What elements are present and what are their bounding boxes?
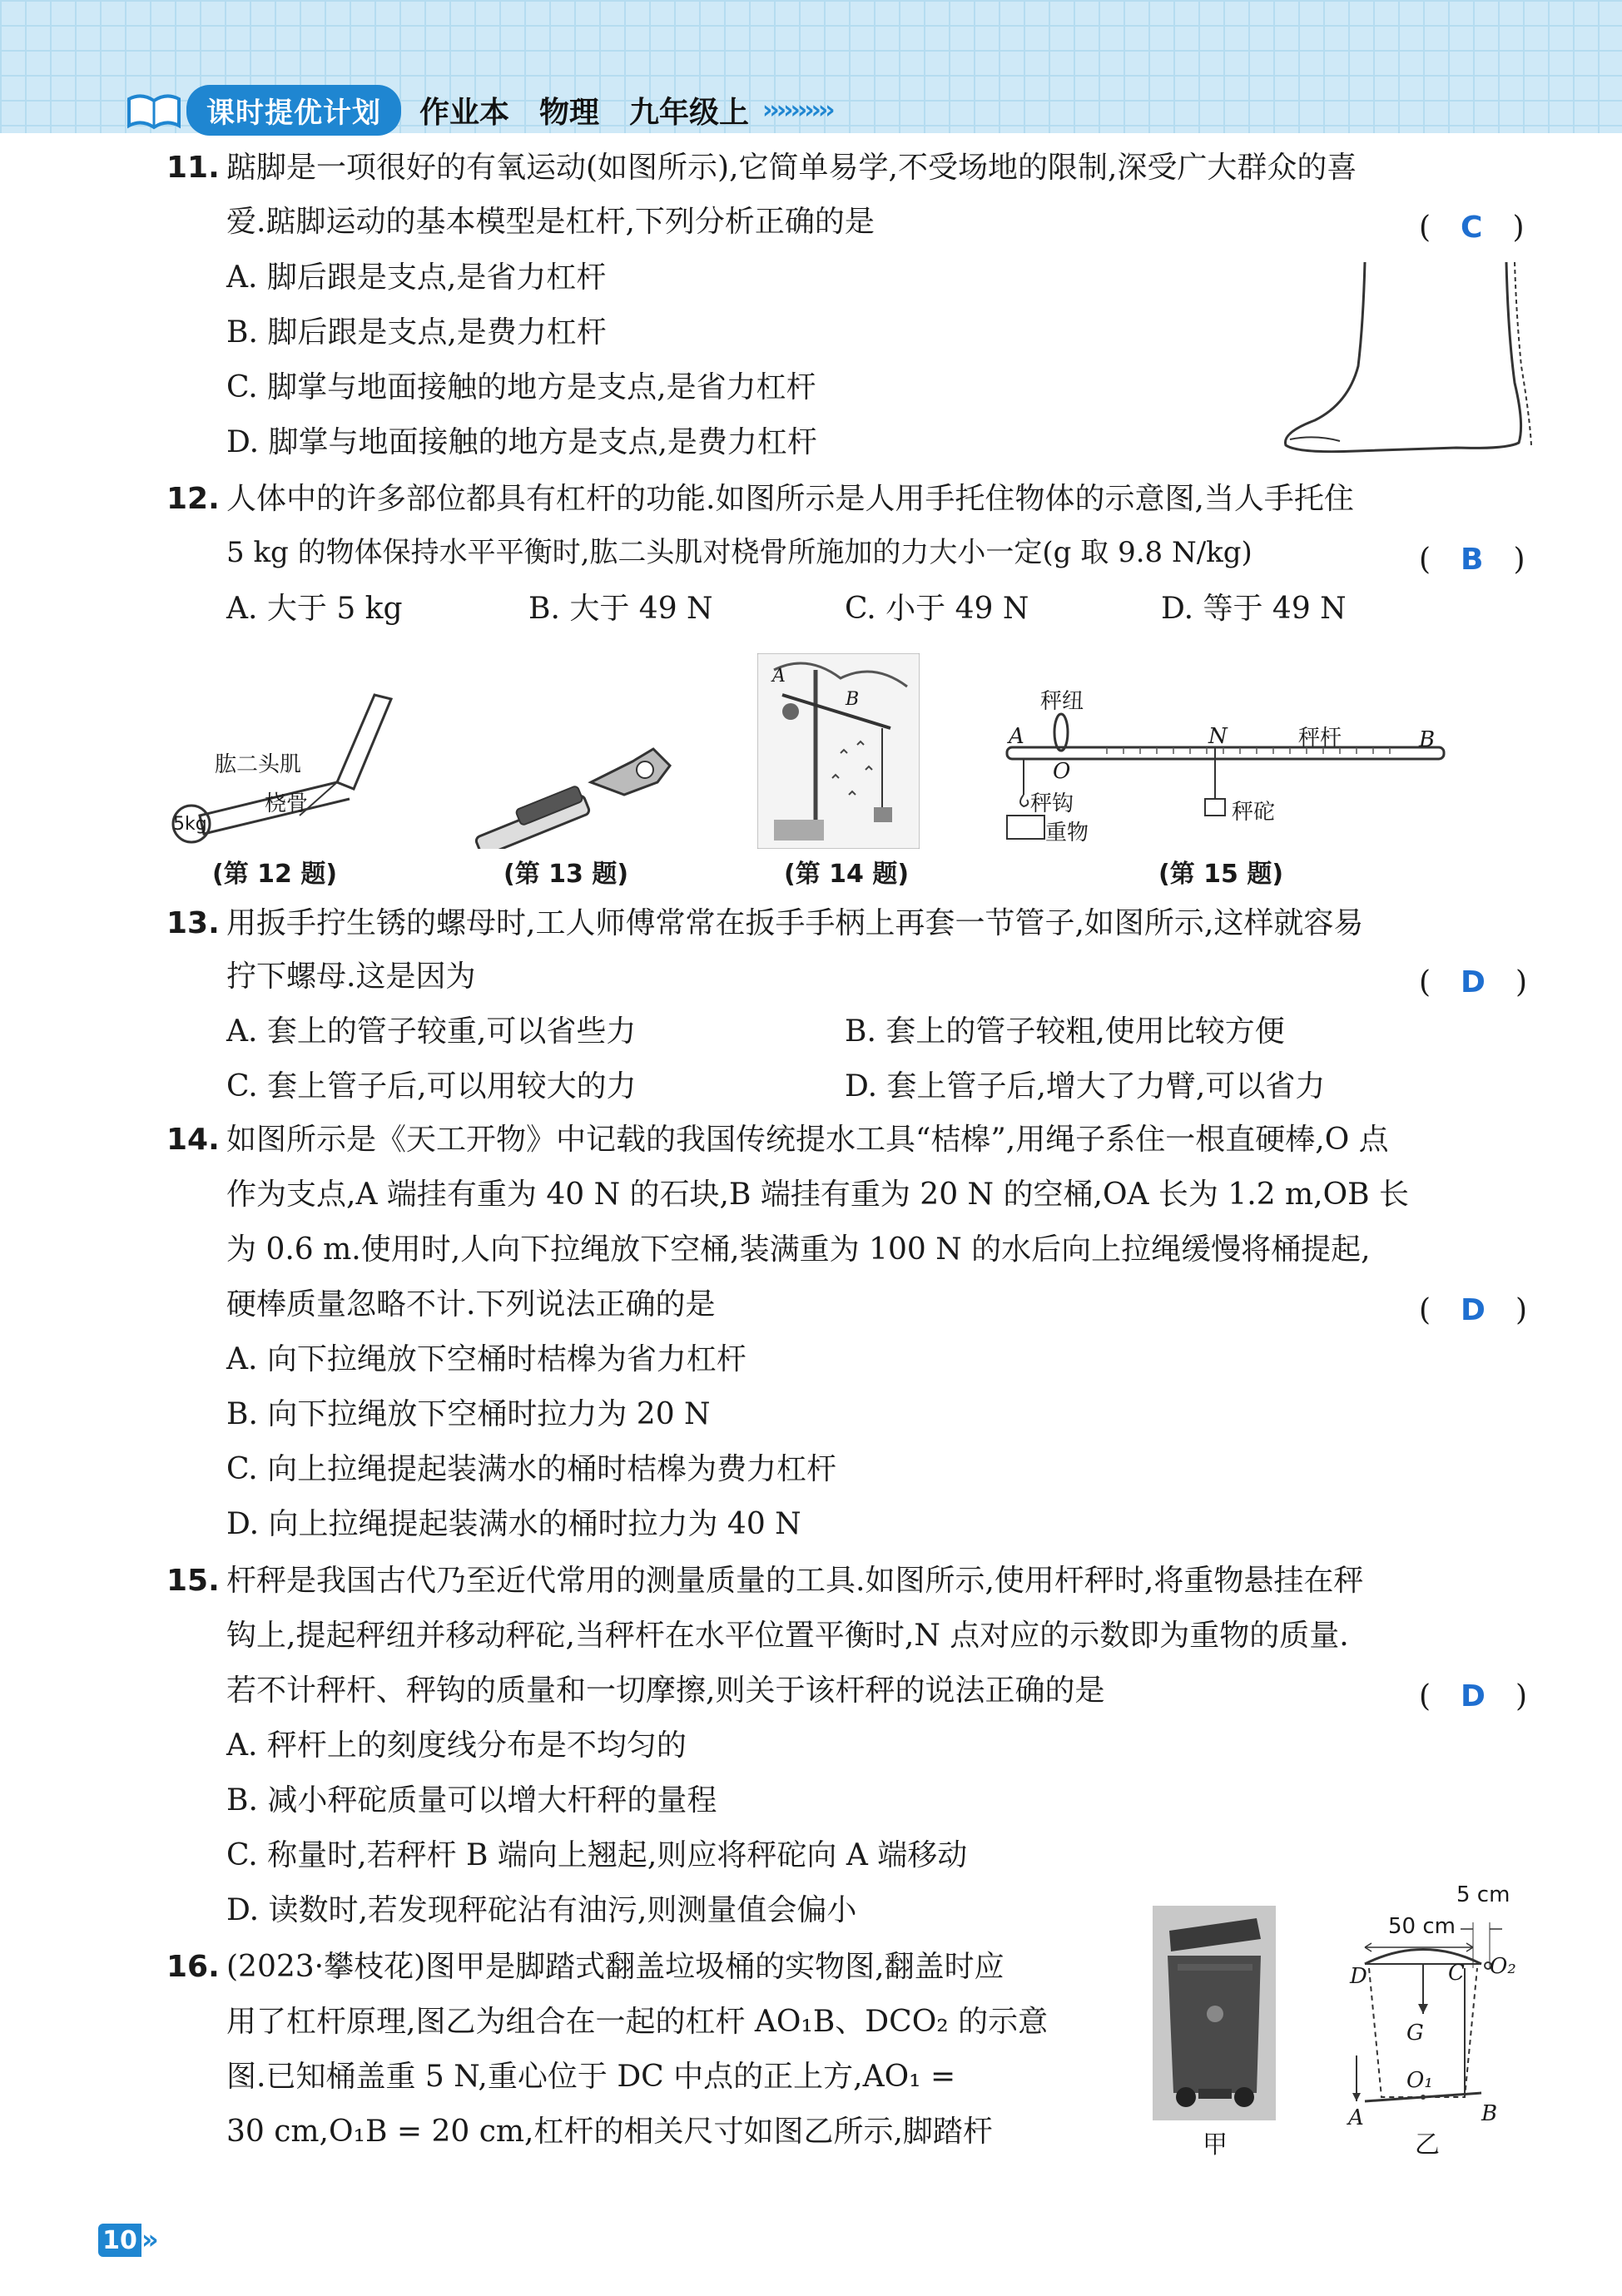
- q13-option-a: A. 套上的管子较重,可以省些力: [226, 1014, 637, 1049]
- fig16-label-50cm: 50 cm: [1388, 1914, 1456, 1939]
- q12-line1: 人体中的许多部位都具有杠杆的功能.如图所示是人用手托住物体的示意图,当人手托住: [226, 482, 1354, 516]
- q16-line1: (2023·攀枝花)图甲是脚踏式翻盖垃圾桶的实物图,翻盖时应: [226, 1950, 1004, 1984]
- q13-answer: D: [1461, 965, 1486, 999]
- q14-option-b: B. 向下拉绳放下空桶时拉力为 20 N: [226, 1397, 711, 1431]
- q14-answer-box: ( D ): [1419, 1293, 1527, 1327]
- fig15-label-b: B: [1419, 727, 1436, 752]
- fig15-hook-label: 秤钩: [1030, 791, 1074, 816]
- q15-answer-box: ( D ): [1419, 1679, 1527, 1713]
- q15-option-c: C. 称量时,若秤杆 B 端向上翘起,则应将秤砣向 A 端移动: [226, 1838, 968, 1872]
- header-subtitle: 作业本 物理 九年级上: [419, 95, 750, 130]
- q11-answer-box: ( C ): [1419, 211, 1525, 245]
- fig16-label-d: D: [1350, 1964, 1367, 1989]
- q12-option-c: C. 小于 49 N: [845, 592, 1029, 626]
- fig12-caption: (第 12 题): [212, 860, 338, 889]
- q13-line2: 拧下螺母.这是因为: [226, 960, 476, 994]
- fig15-rod-label: 秤杆: [1298, 726, 1342, 751]
- trash-bin-icon: [1153, 1906, 1276, 2120]
- q12-option-a: A. 大于 5 kg: [226, 592, 403, 626]
- q12-answer: B: [1461, 543, 1484, 577]
- fig16-yi-caption: 乙: [1415, 2130, 1440, 2160]
- q15-number: 15.: [166, 1564, 220, 1598]
- page-arrow: »: [141, 2224, 154, 2255]
- q15-line1: 杆秤是我国古代乃至近代常用的测量质量的工具.如图所示,使用杆秤时,将重物悬挂在秤: [226, 1564, 1364, 1598]
- q11-option-b: B. 脚后跟是支点,是费力杠杆: [226, 315, 607, 350]
- q11-line2: 爱.踮脚运动的基本模型是杠杆,下列分析正确的是: [226, 205, 875, 239]
- q14-number: 14.: [166, 1123, 220, 1157]
- q16-line3: 图.已知桶盖重 5 N,重心位于 DC 中点的正上方,AO₁ =: [226, 2060, 956, 2094]
- q13-option-c: C. 套上管子后,可以用较大的力: [226, 1069, 637, 1103]
- fig15-weight-label: 重物: [1045, 821, 1089, 846]
- fig16-label-a: A: [1348, 2105, 1364, 2130]
- q13-line1: 用扳手拧生锈的螺母时,工人师傅常常在扳手手柄上再套一节管子,如图所示,这样就容易: [226, 906, 1364, 940]
- fig12-muscle-label: 肱二头肌: [215, 752, 302, 777]
- q11-line1: 踮脚是一项很好的有氧运动(如图所示),它简单易学,不受场地的限制,深受广大群众的喜: [226, 151, 1357, 185]
- fig15-sliding-label: 秤砣: [1232, 800, 1276, 825]
- q13-number: 13.: [166, 906, 220, 940]
- q12-option-b: B. 大于 49 N: [528, 592, 713, 626]
- fig12-weight-label: 5kg: [173, 814, 207, 835]
- q11-option-c: C. 脚掌与地面接触的地方是支点,是省力杠杆: [226, 370, 816, 404]
- q16-number: 16.: [166, 1950, 220, 1984]
- q11-answer: C: [1461, 211, 1483, 245]
- fig14-label-b: B: [846, 689, 860, 710]
- q16-line2: 用了杠杆原理,图乙为组合在一起的杠杆 AO₁B、DCO₂ 的示意: [226, 2005, 1049, 2039]
- q14-line2: 作为支点,A 端挂有重为 40 N 的石块,B 端挂有重为 20 N 的空桶,OA 长为 1.2 m,OB 长: [226, 1178, 1410, 1212]
- q12-option-d: D. 等于 49 N: [1161, 592, 1347, 626]
- fig14-label-a: A: [772, 666, 786, 687]
- q13-answer-box: ( D ): [1419, 965, 1527, 999]
- fig15-caption: (第 15 题): [1158, 860, 1284, 889]
- fig16-label-o2: O₂: [1490, 1954, 1516, 1979]
- fig15-label-a: A: [1009, 724, 1024, 749]
- foot-figure: [1265, 258, 1540, 458]
- trash-bin-photo: [1153, 1906, 1276, 2120]
- page-number: 10: [98, 2224, 141, 2257]
- q12-line2: 5 kg 的物体保持水平平衡时,肱二头肌对桡骨所施加的力大小一定(g 取 9.8 N/kg): [226, 536, 1252, 569]
- q15-option-a: A. 秤杆上的刻度线分布是不均匀的: [226, 1728, 687, 1763]
- open-book-icon: [125, 89, 183, 131]
- q11-option-d: D. 脚掌与地面接触的地方是支点,是费力杠杆: [226, 425, 817, 459]
- fig15-label-n: N: [1208, 724, 1228, 749]
- page-header: [0, 0, 1622, 133]
- wrench-figure: [466, 732, 682, 849]
- q11-option-a: A. 脚后跟是支点,是省力杠杆: [226, 260, 607, 295]
- q14-option-a: A. 向下拉绳放下空桶时桔槔为省力杠杆: [226, 1342, 747, 1376]
- q12-number: 12.: [166, 482, 220, 516]
- fig16-jia-caption: 甲: [1203, 2130, 1228, 2160]
- fig13-caption: (第 13 题): [503, 860, 629, 889]
- header-brand: [125, 87, 832, 133]
- header-arrows: ››››››››››: [762, 95, 832, 125]
- fig15-knob-label: 秤纽: [1040, 689, 1084, 714]
- q14-option-d: D. 向上拉绳提起装满水的桶时拉力为 40 N: [226, 1507, 801, 1541]
- q14-line1: 如图所示是《天工开物》中记载的我国传统提水工具“桔槔”,用绳子系住一根直硬棒,O 点: [226, 1123, 1389, 1157]
- q14-answer: D: [1461, 1293, 1486, 1327]
- q15-option-b: B. 减小秤砣质量可以增大杆秤的量程: [226, 1783, 717, 1817]
- q15-line2: 钩上,提起秤纽并移动秤砣,当秤杆在水平位置平衡时,N 点对应的示数即为重物的质量.: [226, 1619, 1349, 1653]
- q15-line3: 若不计秤杆、秤钩的质量和一切摩擦,则关于该杆秤的说法正确的是: [226, 1674, 1105, 1708]
- fig16-label-g: G: [1406, 2021, 1424, 2046]
- q15-answer: D: [1461, 1679, 1486, 1713]
- fig16-label-5cm: 5 cm: [1456, 1882, 1510, 1907]
- q15-option-d: D. 读数时,若发现秤砣沾有油污,则测量值会偏小: [226, 1893, 857, 1927]
- fig15-label-o: O: [1053, 759, 1071, 784]
- fig16-label-o1: O₁: [1406, 2068, 1433, 2093]
- q14-option-c: C. 向上拉绳提起装满水的桶时桔槔为费力杠杆: [226, 1452, 837, 1486]
- q13-option-d: D. 套上管子后,增大了力臂,可以省力: [845, 1069, 1326, 1103]
- fig16-label-b: B: [1481, 2101, 1498, 2126]
- q11-number: 11.: [166, 151, 220, 185]
- fig16-label-c: C: [1448, 1961, 1465, 1986]
- q14-line4: 硬棒质量忽略不计.下列说法正确的是: [226, 1287, 716, 1322]
- q12-answer-box: ( B ): [1419, 543, 1525, 577]
- q16-line4: 30 cm,O₁B = 20 cm,杠杆的相关尺寸如图乙所示,脚踏杆: [226, 2115, 993, 2149]
- fig14-caption: (第 14 题): [784, 860, 910, 889]
- q14-line3: 为 0.6 m.使用时,人向下拉绳放下空桶,装满重为 100 N 的水后向上拉绳缓慢将桶提起,: [226, 1232, 1371, 1267]
- fig12-bone-label: 桡骨: [265, 791, 309, 816]
- q13-option-b: B. 套上的管子较粗,使用比较方便: [845, 1014, 1285, 1049]
- series-title: 课时提优计划: [186, 85, 401, 136]
